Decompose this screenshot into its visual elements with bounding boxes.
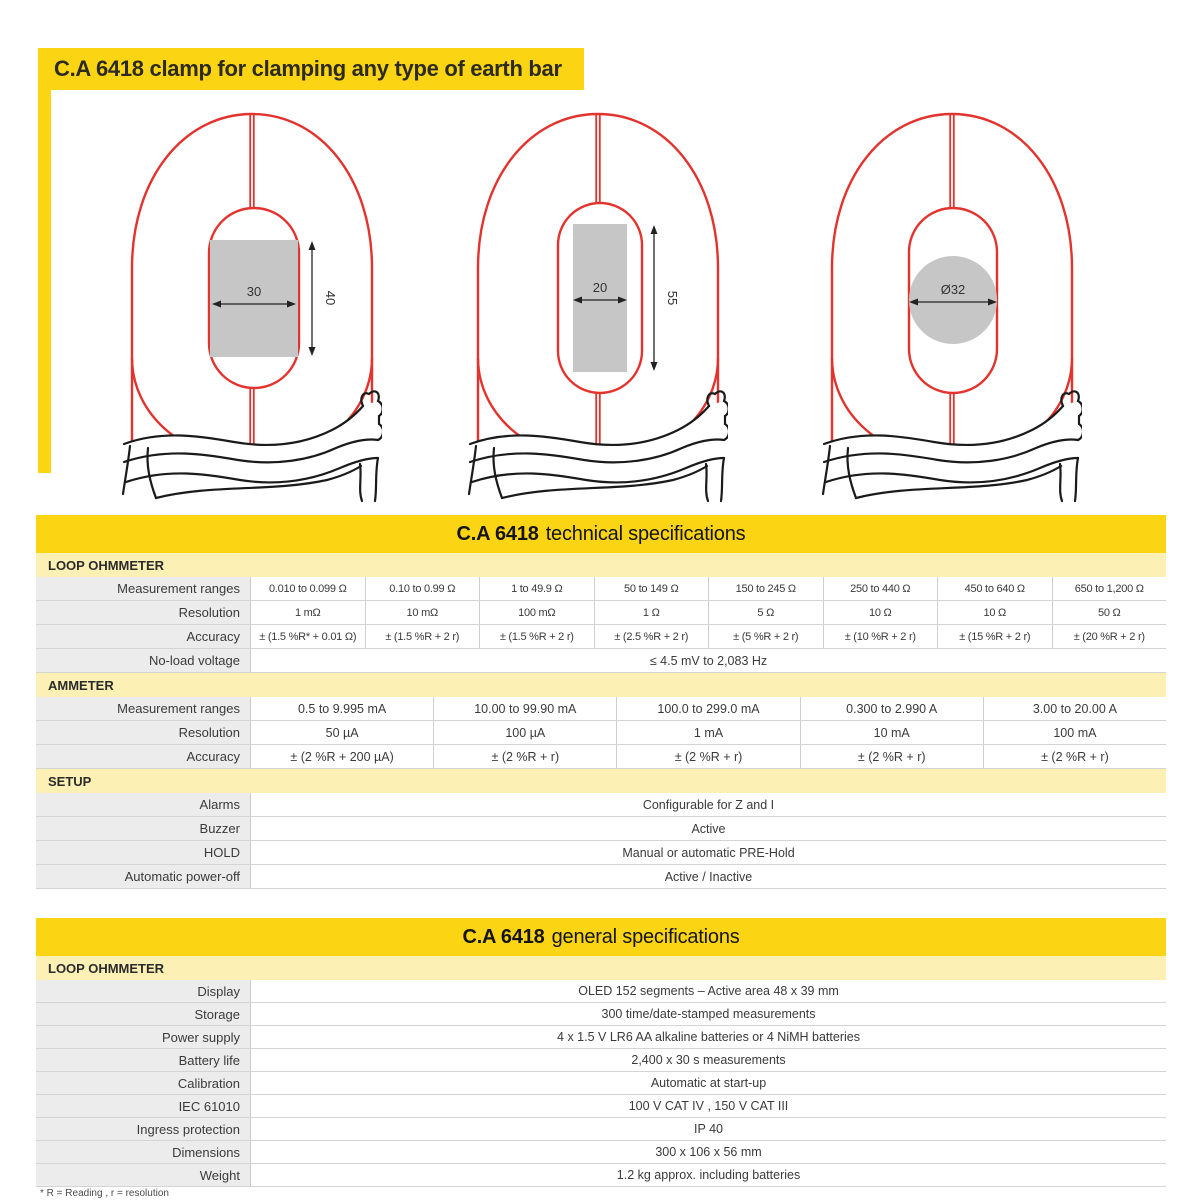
section-header: AMMETER <box>36 673 1166 697</box>
spec-cell: ± (2.5 %R + 2 r) <box>594 625 709 648</box>
spec-cell: ± (2 %R + r) <box>433 745 616 768</box>
spec-row <box>36 1049 1166 1072</box>
spec-cell-span: IP 40 <box>694 1122 723 1136</box>
dimension-label-height: 40 <box>323 290 338 306</box>
page-title <box>38 48 584 90</box>
section-header: SETUP <box>36 769 1166 793</box>
spec-cell-span: 300 x 106 x 56 mm <box>655 1145 762 1159</box>
spec-cell: ± (1.5 %R + 2 r) <box>479 625 594 648</box>
spec-row-values <box>251 577 1166 600</box>
clamp-diagram-round-32 <box>822 108 1082 503</box>
spec-cell-span: 100 V CAT IV , 150 V CAT III <box>628 1099 789 1113</box>
spec-row-values <box>251 1049 1166 1071</box>
spec-row <box>36 577 1166 601</box>
spec-cell: ± (15 %R + 2 r) <box>937 625 1052 648</box>
clamp-diagram-rect-20x55 <box>468 108 728 503</box>
spec-row-values <box>251 1026 1166 1048</box>
spec-row <box>36 1118 1166 1141</box>
tech-specs-title <box>36 515 1166 553</box>
spec-cell: 650 to 1,200 Ω <box>1052 577 1167 600</box>
spec-cell: 50 to 149 Ω <box>594 577 709 600</box>
table-title-text: technical specifications <box>545 522 746 545</box>
spec-row-values <box>251 980 1166 1002</box>
general-specs-table <box>36 918 1166 1187</box>
spec-row-label: IEC 61010 <box>36 1095 251 1117</box>
spec-cell: 150 to 245 Ω <box>708 577 823 600</box>
spec-cell: 50 µA <box>325 725 359 740</box>
spec-row <box>36 601 1166 625</box>
spec-cell: ± (1.5 %R* + 0.01 Ω) <box>259 630 357 643</box>
spec-cell: ± (5 %R + 2 r) <box>708 625 823 648</box>
spec-row-label: Accuracy <box>36 625 251 648</box>
spec-row-label: Measurement ranges <box>36 577 251 600</box>
spec-cell-span: 1.2 kg approx. including batteries <box>616 1168 801 1182</box>
spec-cell: 1 to 49.9 Ω <box>479 577 594 600</box>
spec-cell: 0.10 to 0.99 Ω <box>365 577 480 600</box>
spec-cell: 250 to 440 Ω <box>823 577 938 600</box>
spec-cell-span: 300 time/date-stamped measurements <box>601 1007 816 1021</box>
spec-row-values <box>251 1118 1166 1140</box>
spec-row-label: Resolution <box>36 601 251 624</box>
clamp-figures <box>0 108 1179 508</box>
spec-cell-span: Active / Inactive <box>664 869 753 884</box>
spec-row-label: Power supply <box>36 1026 251 1048</box>
dimension-label-height: 55 <box>665 290 680 306</box>
spec-row-label: Weight <box>36 1164 251 1186</box>
spec-cell: ± (20 %R + 2 r) <box>1052 625 1167 648</box>
spec-row <box>36 817 1166 841</box>
tech-specs-body <box>36 553 1166 889</box>
spec-row <box>36 697 1166 721</box>
spec-cell: 0.010 to 0.099 Ω <box>268 582 347 595</box>
dimension-label-width: 20 <box>592 280 608 295</box>
arrowhead <box>651 362 658 371</box>
spec-row-values <box>251 1072 1166 1094</box>
spec-cell: 50 Ω <box>1052 601 1167 624</box>
spec-cell-span: Active <box>691 821 726 836</box>
spec-cell: 100 mA <box>983 721 1166 744</box>
spec-cell: 100 µA <box>433 721 616 744</box>
spec-cell-span: Manual or automatic PRE-Hold <box>622 845 795 860</box>
table-title-model: C.A 6418 <box>462 925 545 948</box>
arrowhead <box>309 347 316 356</box>
spec-row-values <box>251 721 1166 744</box>
spec-row-label: Resolution <box>36 721 251 744</box>
spec-row <box>36 649 1166 673</box>
spec-row-values <box>251 745 1166 768</box>
spec-cell: ± (2 %R + r) <box>983 745 1166 768</box>
spec-cell: 10.00 to 99.90 mA <box>433 697 616 720</box>
spec-row-label: Buzzer <box>36 817 251 840</box>
spec-row-values <box>251 817 1166 840</box>
arrowhead <box>651 225 658 234</box>
spec-row-values <box>251 1095 1166 1117</box>
spec-row-label: No-load voltage <box>36 649 251 672</box>
spec-row-label: Accuracy <box>36 745 251 768</box>
general-specs-title <box>36 918 1166 956</box>
spec-row-label: Alarms <box>36 793 251 816</box>
earth-bar-cross-section <box>909 256 997 344</box>
spec-cell: ± (2 %R + r) <box>616 745 799 768</box>
spec-cell: 100 mΩ <box>479 601 594 624</box>
footnote: * R = Reading , r = resolution <box>40 1188 169 1199</box>
spec-row-label: Calibration <box>36 1072 251 1094</box>
spec-row <box>36 1026 1166 1049</box>
spec-row-values <box>251 601 1166 624</box>
spec-row-label: Display <box>36 980 251 1002</box>
table-title-model: C.A 6418 <box>456 522 539 545</box>
spec-row <box>36 745 1166 769</box>
spec-cell: 0.300 to 2.990 A <box>800 697 983 720</box>
spec-cell-span: ≤ 4.5 mV to 2,083 Hz <box>649 653 768 668</box>
spec-row-label: HOLD <box>36 841 251 864</box>
spec-cell-span: Configurable for Z and I <box>642 797 775 812</box>
spec-row <box>36 980 1166 1003</box>
spec-cell: 10 Ω <box>937 601 1052 624</box>
spec-cell: ± (2 %R + 200 µA) <box>290 749 394 764</box>
general-specs-body <box>36 956 1166 1187</box>
spec-row-values <box>251 649 1166 672</box>
spec-row-label: Storage <box>36 1003 251 1025</box>
spec-cell: ± (2 %R + r) <box>800 745 983 768</box>
section-header: LOOP OHMMETER <box>36 553 1166 577</box>
spec-row <box>36 1095 1166 1118</box>
spec-row-label: Battery life <box>36 1049 251 1071</box>
spec-cell-span: OLED 152 segments – Active area 48 x 39 mm <box>578 984 839 998</box>
spec-row-label: Automatic power-off <box>36 865 251 888</box>
spec-cell: 450 to 640 Ω <box>937 577 1052 600</box>
spec-row-values <box>251 793 1166 816</box>
spec-cell: 10 mΩ <box>365 601 480 624</box>
spec-cell: 1 mΩ <box>294 606 321 619</box>
spec-cell-span: 4 x 1.5 V LR6 AA alkaline batteries or 4 NiMH batteries <box>557 1030 860 1044</box>
section-header: LOOP OHMMETER <box>36 956 1166 980</box>
spec-row-values <box>251 1164 1166 1186</box>
spec-cell: ± (10 %R + 2 r) <box>823 625 938 648</box>
spec-cell: 0.5 to 9.995 mA <box>297 701 387 716</box>
spec-cell: 1 Ω <box>594 601 709 624</box>
tech-specs-table <box>36 515 1166 889</box>
table-title-text: general specifications <box>551 925 740 948</box>
spec-row <box>36 1164 1166 1187</box>
spec-cell: 3.00 to 20.00 A <box>983 697 1166 720</box>
spec-row-values <box>251 625 1166 648</box>
spec-cell: 10 Ω <box>823 601 938 624</box>
spec-row-label: Dimensions <box>36 1141 251 1163</box>
spec-row <box>36 721 1166 745</box>
clamp-diagram-rect-30x40 <box>122 108 382 503</box>
spec-row <box>36 625 1166 649</box>
spec-row-label: Measurement ranges <box>36 697 251 720</box>
spec-cell: ± (1.5 %R + 2 r) <box>365 625 480 648</box>
arrowhead <box>309 241 316 250</box>
spec-cell: 10 mA <box>800 721 983 744</box>
spec-row-label: Ingress protection <box>36 1118 251 1140</box>
spec-cell: 1 mA <box>616 721 799 744</box>
spec-row-values <box>251 1003 1166 1025</box>
spec-row-values <box>251 865 1166 888</box>
spec-row-values <box>251 1141 1166 1163</box>
spec-row <box>36 1003 1166 1026</box>
spec-cell-span: 2,400 x 30 s measurements <box>631 1053 786 1067</box>
spec-cell-span: Automatic at start-up <box>650 1076 767 1090</box>
spec-row-values <box>251 841 1166 864</box>
spec-cell: 100.0 to 299.0 mA <box>616 697 799 720</box>
page-title-text: C.A 6418 clamp for clamping any type of earth bar <box>54 56 562 81</box>
spec-row <box>36 1141 1166 1164</box>
dimension-label-diameter: Ø32 <box>940 282 966 297</box>
spec-cell: 5 Ω <box>708 601 823 624</box>
dimension-label-width: 30 <box>246 284 262 299</box>
spec-row <box>36 793 1166 817</box>
spec-row <box>36 1072 1166 1095</box>
spec-row-values <box>251 697 1166 720</box>
spec-row <box>36 865 1166 889</box>
spec-row <box>36 841 1166 865</box>
